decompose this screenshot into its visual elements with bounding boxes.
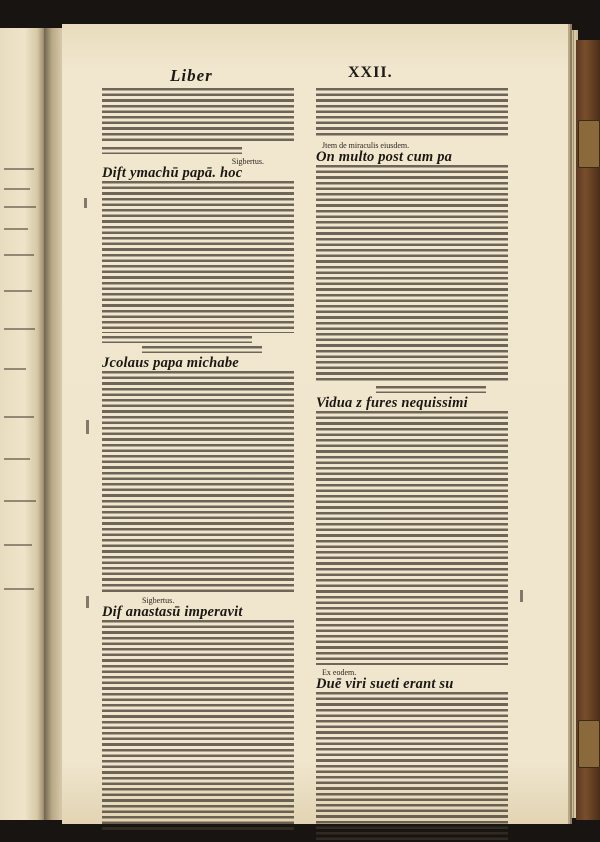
left-page-edge bbox=[0, 28, 44, 820]
text-block bbox=[316, 88, 508, 138]
margin-mark bbox=[86, 596, 89, 608]
section-heading: Duē viri sueti erant su bbox=[316, 677, 454, 692]
section-heading: Jcolaus papa michabe bbox=[102, 356, 239, 371]
left-page-text-line bbox=[4, 416, 34, 418]
text-block bbox=[316, 692, 508, 842]
section-caption: Sigbertus. bbox=[231, 157, 264, 166]
section-caption: Ex eodem. bbox=[322, 668, 357, 677]
text-block bbox=[376, 386, 486, 393]
margin-mark bbox=[86, 420, 89, 434]
left-page-text-line bbox=[4, 458, 30, 460]
left-page-text-line bbox=[4, 368, 26, 370]
left-page-text-line bbox=[4, 328, 35, 330]
text-block bbox=[316, 411, 508, 665]
text-block bbox=[102, 371, 294, 593]
left-page-text-line bbox=[4, 500, 36, 502]
margin-mark bbox=[84, 198, 87, 208]
section-heading: Vidua z fures nequissimi bbox=[316, 396, 468, 411]
left-page-text-line bbox=[4, 290, 32, 292]
clasp-bottom bbox=[578, 720, 600, 768]
section-heading: Dif anastasū imperavit bbox=[102, 605, 243, 620]
section-heading: On multo post cum pa bbox=[316, 150, 453, 165]
text-block bbox=[316, 165, 508, 383]
section-caption: Sigbertus. bbox=[142, 596, 175, 605]
left-page-text-line bbox=[4, 544, 32, 546]
left-page-text-line bbox=[4, 588, 34, 590]
clasp-top bbox=[578, 120, 600, 168]
left-text-column bbox=[102, 88, 294, 833]
text-block bbox=[102, 620, 294, 830]
left-page-text-line bbox=[4, 206, 36, 208]
running-head-right: XXII. bbox=[348, 64, 393, 81]
running-head-left: Liber bbox=[170, 66, 213, 85]
margin-mark bbox=[520, 590, 523, 602]
text-block bbox=[102, 181, 294, 333]
left-page-text-line bbox=[4, 228, 28, 230]
left-page-text-line bbox=[4, 188, 30, 190]
left-page-text-line bbox=[4, 254, 34, 256]
section-caption: Jtem de miraculis eiusdem. bbox=[322, 141, 410, 150]
text-block bbox=[142, 346, 262, 353]
text-block bbox=[102, 88, 294, 144]
section-heading: Dift ymachū papā. hoc bbox=[102, 166, 243, 181]
text-block bbox=[102, 147, 242, 154]
book-gutter bbox=[44, 28, 64, 820]
right-text-column bbox=[316, 88, 508, 842]
left-page-text-line bbox=[4, 168, 34, 170]
text-block bbox=[102, 336, 252, 343]
